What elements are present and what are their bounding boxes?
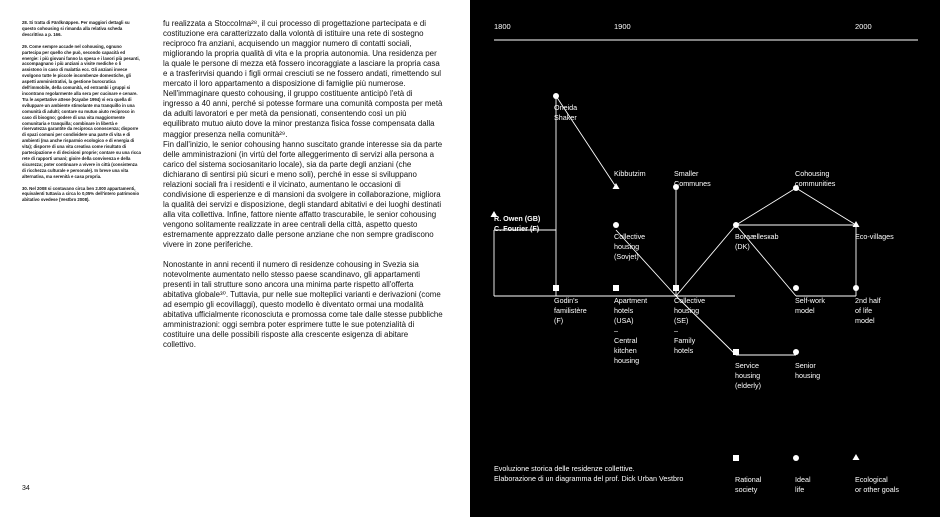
circle-icon xyxy=(793,455,799,461)
legend-rational-society: Rational society xyxy=(735,475,762,494)
footnote-30: 30. Nel 2008 si contavano circa ben 2.000 appartamenti, equivalenti tuttavia a circa lo 0,05% dell'intero patrimonio abitativo svedese (Vestbro 2008). xyxy=(22,185,140,203)
node-service-housing: Service housing (elderly) xyxy=(735,361,761,390)
right-page-diagram xyxy=(470,0,940,517)
node-kibbutzim: Kibbutzim xyxy=(614,169,646,178)
node-self-work-model: Self-work model xyxy=(795,296,825,315)
node-owen-fourier: R. Owen (GB) C. Fourier (F) xyxy=(494,214,541,233)
caption-text: Evoluzione storica delle residenze collettive. Elaborazione di un diagramma del prof. Dick Urban Vestbro xyxy=(494,464,684,483)
footnotes-column xyxy=(22,20,142,209)
node-godin-familistere: Godin's familistère (F) xyxy=(554,296,587,325)
node-boraellerskab: Borаællesкab (DK) xyxy=(735,232,779,251)
square-icon xyxy=(553,285,559,291)
node-eco-villages: Eco-villages xyxy=(855,232,894,241)
circle-icon xyxy=(793,285,799,291)
circle-icon xyxy=(853,285,859,291)
node-oneida-shaker: Oneida Shaker xyxy=(554,103,578,122)
diagram-svg xyxy=(470,0,940,517)
node-collective-housing-sovjet: Collective housing (Sovjet) xyxy=(614,232,646,261)
footnote-28: 28. Si tratta di Färdknäppen. Per maggiori dettagli su questo cohousing si rimanda alla relativa scheda descrittiva a p. 166. xyxy=(22,20,130,37)
node-cohousing-communities: Cohousing communities xyxy=(795,169,836,188)
node-senior-housing: Senior housing xyxy=(795,361,821,380)
diagram-caption xyxy=(494,464,683,484)
square-icon xyxy=(733,349,739,355)
node-markers xyxy=(491,93,860,461)
legend-ideal-life: Ideal life xyxy=(795,475,811,494)
year-label: 1800 xyxy=(494,22,511,31)
year-label: 2000 xyxy=(855,22,872,31)
square-icon xyxy=(613,285,619,291)
page-number: 34 xyxy=(22,485,30,492)
square-icon xyxy=(733,455,739,461)
paragraph: Nell'immaginare questo cohousing, il gruppo costituente anticipò l'età di ingresso a 40 anni, perché si potesse formare una comunità composta per metà da adulti lavoratori e per metà da pensionati, consentendo così un più equilibrato mutuo aiuto dove la minor prestanza fisica fosse compensata dalla maggior presenza nella comunità²⁹. xyxy=(163,89,443,139)
node-second-half-of-life: 2nd half of life model xyxy=(855,296,881,325)
body-text-column xyxy=(163,19,443,351)
paragraph: Fin dall'inizio, le senior cohousing hanno suscitato grande interesse sia da parte delle amministrazioni (in virtù del forte alleggerimento di servizi alla persona a carico del sistema sociosanitario locale), sia da parte degli anziani (che dichiarano di sentirsi più sicuri e meno soli), perché in esse si sviluppano relazioni sociali fra i residenti e il vicinato, aumentano le occasioni di condivisione di esperienze e di mansioni da svolgere in collaborazione, migliora la qualità dei servizi e disposizione, degli standard abitativi e dei luoghi destinati alla vita collettiva. Infine, fattore niente affatto trascurabile, le senior cohousing vengono solitamente realizzate in aree centrali della città, aspetto questo estremamente apprezzato dalle persone anziane che non sempre gradiscono vivere in zone periferiche. xyxy=(163,139,443,250)
triangle-icon xyxy=(853,454,860,460)
legend-ecological-goals: Ecological or other goals xyxy=(855,475,899,494)
node-apartment-hotels: Apartment hotels (USA) – Central kitchen housing xyxy=(614,296,648,365)
circle-icon xyxy=(793,349,799,355)
square-icon xyxy=(673,285,679,291)
circle-icon xyxy=(613,222,619,228)
paragraph: fu realizzata a Stoccolma²⁸, il cui processo di progettazione partecipata e di costituzione era caratterizzato dalla volontà di istituire una rete di sostegno reciproco fra anziani, acquisendo un maggior numero di contatti sociali, migliorando la propria qualità di vita e la propria autonomia. Una residenza per la quale le persone di mezza età fossero incoraggiate a lasciare la propria casa e a trasferirvisi quando i figli ormai cresciuti se ne fossero andati, rimettendo sul mercato il loro appartamento a disposizione di famiglie più numerose. xyxy=(163,19,442,89)
node-collective-housing-se: Collective housing (SE) – Family hotels xyxy=(674,296,706,355)
node-smaller-communes: Smaller Communes xyxy=(674,169,711,188)
circle-icon xyxy=(553,93,559,99)
footnote-29: 29. Come sempre accade nel cohousing, ognuno partecipa per quello che può, secondo capacità ed energie: i più giovani fanno la spesa e i lavori più pesanti, accompagnano i più anziani a visite mediche o li assistono in caso di malattia ecc. Gli anziani invece svolgono tutte le piccole incombenze domestiche, gli aspetti amministrativi, la gestione burocratica dell'immobile, della comunità, ed entrambi i gruppi si incontrano regolarmente alla sera per cucinare e cenare. Tra le aspettative attese (Kayabe 1994) vi era quella di sviluppare un ambiente stimolante ma tranquillo in una comunità di adulti; contare su mutuo aiuto reciproco in caso di bisogno; godere di una vita maggiormente comunitaria e tranquilla; combinare in libertà e riservatezza garantite da reciproca conoscenza; disporre di spazi comuni per condividere una parte di vita e di ambienti (ma anche risparmio ecologico e di energia di vita); disporre di una vita creativa come risultato di partecipazione e di decisioni proprie; contare su una ricca rete di rapporti umani; gioire della convivenza e della sicurezza; poter continuare a vivere in città (consistenza di ricchezza culturale e personale). In breve una vita alternativa, ma serenità e casa propria. xyxy=(22,43,141,179)
year-label: 1900 xyxy=(614,22,631,31)
circle-icon xyxy=(733,222,739,228)
paragraph: Nonostante in anni recenti il numero di residenze cohousing in Svezia sia notevolmente aumentato nello stesso paese scandinavo, gli appartamenti presenti in tali strutture sono ancora una minima parte rispetto all'offerta abitativa globale³⁰. Tuttavia, pur nelle sue molteplici varianti e derivazioni (come ad esempio gli ecovillaggi), questo modello è diventato ormai una modalità abitativa ufficialmente riconosciuta e promossa come tale dalle stesse pubbliche amministrazioni: oggi sembra poter esprimere tutte le sue potenzialità di costituire una delle possibili risposte alla crescente esigenza di abitare collettivo. xyxy=(163,260,443,350)
